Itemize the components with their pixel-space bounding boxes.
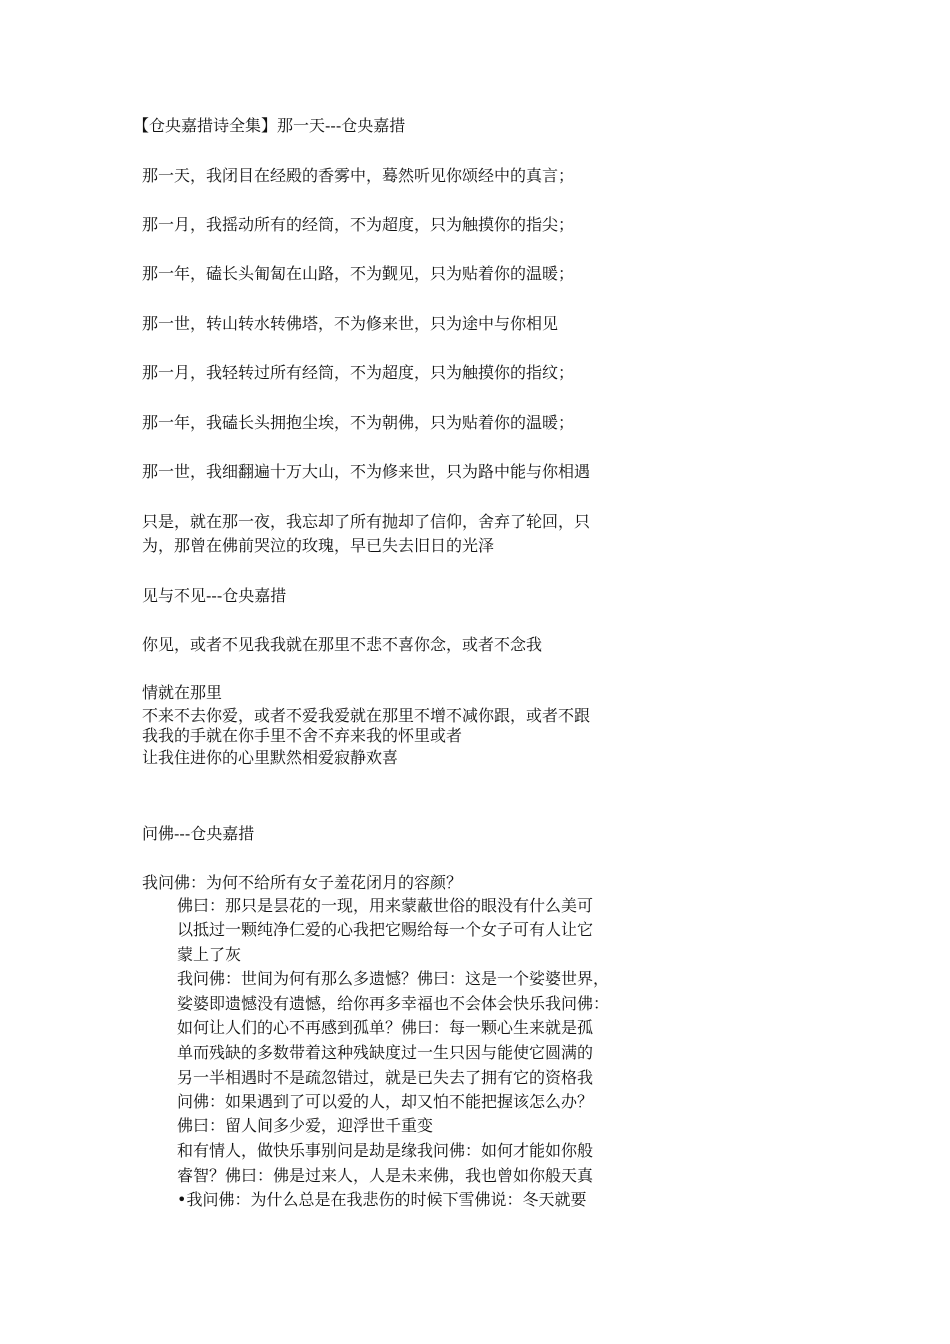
poem3-line-2: 以抵过一颗纯净仁爱的心我把它赐给每一个女子可有人让它	[177, 920, 594, 939]
poem3-line-9: 问佛：如果遇到了可以爱的人，却又怕不能把握该怎么办？	[177, 1092, 594, 1111]
poem1-ending-2: 为，那曾在佛前哭泣的玫瑰，早已失去旧日的光泽	[142, 536, 495, 555]
poem2-line-4: 我我的手就在你手里不舍不弃来我的怀里或者	[142, 726, 463, 745]
poem2-title: 见与不见---仓央嘉措	[142, 586, 287, 605]
poem3-line-1: 佛曰：那只是昙花的一现，用来蒙蔽世俗的眼没有什么美可	[177, 896, 594, 915]
poem3-line-4: 我问佛：世间为何有那么多遗憾？佛曰：这是一个娑婆世界，	[177, 969, 610, 988]
poem2-line-2: 情就在那里	[142, 683, 223, 702]
poem1-line-3: 那一年，磕长头匍匐在山路，不为觐见，只为贴着你的温暖；	[142, 264, 575, 283]
poem2-line-1: 你见，或者不见我我就在那里不悲不喜你念，或者不念我	[142, 635, 543, 654]
poem3-line-3: 蒙上了灰	[177, 945, 242, 964]
poem3-first-line: 我问佛：为何不给所有女子羞花闭月的容颜？	[142, 873, 463, 892]
poem2-line-5: 让我住进你的心里默然相爱寂静欢喜	[142, 748, 399, 767]
poem3-line-6: 如何让人们的心不再感到孤单？佛曰：每一颗心生来就是孤	[177, 1018, 594, 1037]
poem2-line-3: 不来不去你爱，或者不爱我爱就在那里不增不减你跟，或者不跟	[142, 706, 591, 725]
poem3-line-7: 单而残缺的多数带着这种残缺度过一生只因与能使它圆满的	[177, 1043, 594, 1062]
poem1-line-1: 那一天，我闭目在经殿的香雾中，蓦然听见你颂经中的真言；	[142, 166, 575, 185]
poem1-title: 【仓央嘉措诗全集】那一天---仓央嘉措	[133, 116, 406, 135]
poem3-line-5: 娑婆即遗憾没有遗憾，给你再多幸福也不会体会快乐我问佛：	[177, 994, 610, 1013]
poem1-line-7: 那一世，我细翻遍十万大山，不为修来世，只为路中能与你相遇	[142, 462, 591, 481]
poem3-line-8: 另一半相遇时不是疏忽错过，就是已失去了拥有它的资格我	[177, 1068, 594, 1087]
poem1-line-2: 那一月，我摇动所有的经筒，不为超度，只为触摸你的指尖；	[142, 215, 575, 234]
poem3-line-11: 和有情人，做快乐事别问是劫是缘我问佛：如何才能如你般	[177, 1141, 594, 1160]
poem3-line-12: 睿智？佛曰：佛是过来人，人是未来佛，我也曾如你般天真	[177, 1166, 594, 1185]
poem3-title: 问佛---仓央嘉措	[142, 824, 255, 843]
poem3-line-10: 佛曰：留人间多少爱，迎浮世千重变	[177, 1116, 434, 1135]
poem1-line-5: 那一月，我轻转过所有经筒，不为超度，只为触摸你的指纹；	[142, 363, 575, 382]
poem3-line-13: •我问佛：为什么总是在我悲伤的时候下雪佛说：冬天就要	[177, 1190, 587, 1209]
poem1-line-6: 那一年，我磕长头拥抱尘埃，不为朝佛，只为贴着你的温暖；	[142, 413, 575, 432]
poem1-line-4: 那一世，转山转水转佛塔，不为修来世，只为途中与你相见	[142, 314, 559, 333]
poem1-ending-1: 只是，就在那一夜，我忘却了所有抛却了信仰，舍弃了轮回，只	[142, 512, 591, 531]
